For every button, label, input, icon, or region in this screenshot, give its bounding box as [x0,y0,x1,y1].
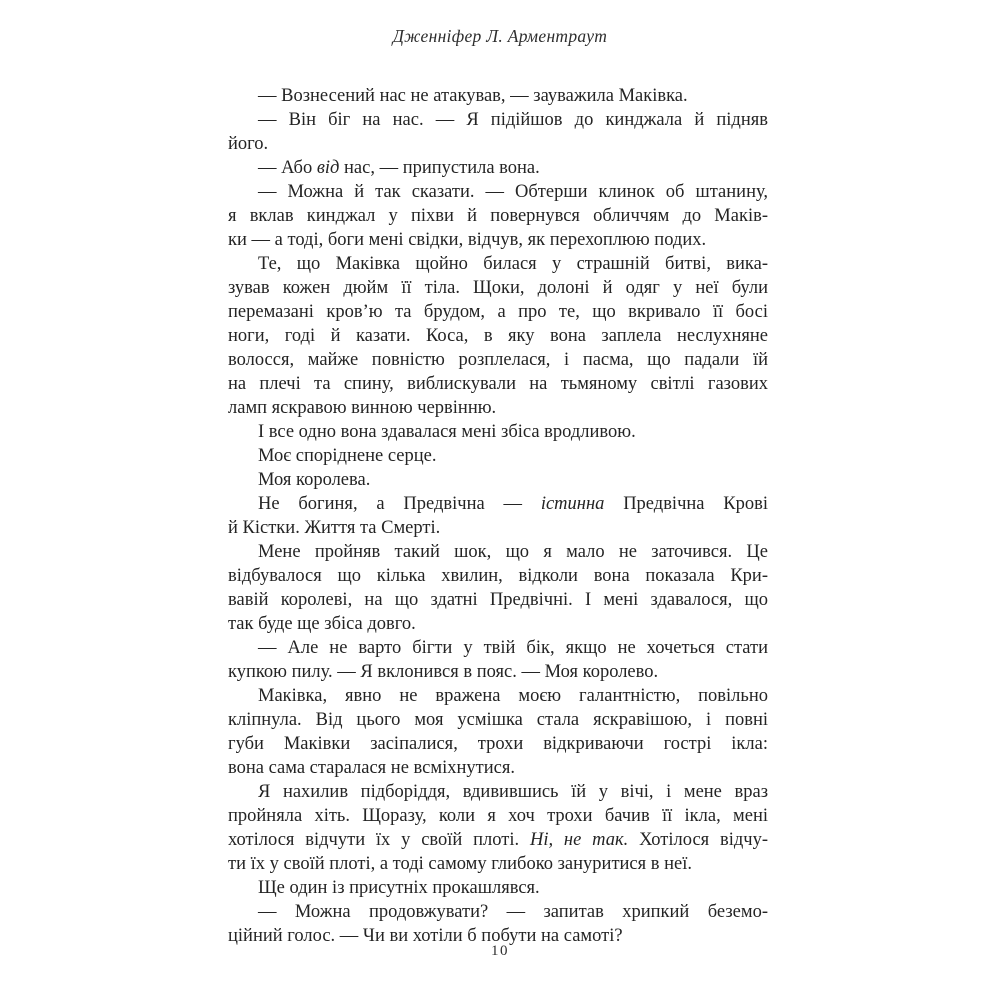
text-line: Я нахилив підборіддя, вдивившись їй у вічі, і мене враз [258,782,768,802]
text-line: пройняла хіть. Щоразу, коли я хоч трохи бачив її ікла, мені [228,806,768,826]
paragraph [228,540,768,636]
running-header: Дженніфер Л. Арментраут [392,26,608,46]
text-line: — Але не варто бігти у твій бік, якщо не хочеться стати [258,638,768,658]
text-line: вавій королеві, на що здатні Предвічні. І мені здавалося, що [228,590,768,610]
text-line: Маківка, явно не вражена моєю галантністю, повільно [258,686,768,706]
paragraph [228,900,768,948]
paragraph [228,876,768,900]
page-number: 10 [491,943,509,959]
text-line: Моя королева. [258,470,371,490]
text-line: відбувалося що кілька хвилин, відколи вона показала Кри- [228,566,768,586]
paragraph [228,444,768,468]
text-line: ційний голос. — Чи ви хотіли б побути на самоті? [228,926,623,946]
text-line: ти їх у своїй плоті, а тоді самому глибоко зануритися в неї. [228,854,693,874]
paragraph [228,636,768,684]
paragraph [228,156,768,180]
paragraph [228,252,768,420]
text-line: його. [228,134,269,154]
paragraph [228,492,768,540]
text-line: хотілося відчути їх у своїй плоті. Ні, не так. Хотілося відчу- [228,830,768,850]
text-line: зував кожен дюйм її тіла. Щоки, долоні й одяг у неї були [228,278,768,298]
text-line: волосся, майже повністю розплелася, і пасма, що падали їй [228,350,768,370]
paragraph [228,780,768,876]
text-line: ламп яскравою винною червінню. [228,398,497,418]
paragraph [228,468,768,492]
text-line: Те, що Маківка щойно билася у страшній битві, вика- [258,254,768,274]
text-line: купкою пилу. — Я вклонився в пояс. — Моя королево. [228,662,659,682]
text-line: ки — а тоді, боги мені свідки, відчув, як перехоплюю подих. [228,230,707,250]
paragraph [228,180,768,252]
text-line: Мене пройняв такий шок, що я мало не заточився. Це [258,542,768,562]
text-line: — Можна й так сказати. — Обтерши клинок об штанину, [258,182,768,202]
text-line: ноги, годі й казати. Коса, в яку вона заплела неслухняне [228,326,768,346]
text-line: й Кістки. Життя та Смерті. [228,518,441,538]
text-line: вона сама старалася не всміхнутися. [228,758,515,778]
text-line: Не богиня, а Предвічна — істинна Предвічна Крові [258,494,769,514]
text-line: так буде ще збіса довго. [228,614,416,634]
text-line: І все одно вона здавалася мені збіса вродливою. [258,422,636,442]
text-line: — Він біг на нас. — Я підійшов до кинджала й підняв [258,110,768,130]
body-text [228,84,768,948]
paragraph [228,684,768,780]
text-line: — Можна продовжувати? — запитав хрипкий беземо- [258,902,768,922]
paragraph [228,420,768,444]
text-line: на плечі та спину, виблискували на тьмяному світлі газових [228,374,768,394]
text-line: — Вознесений нас не атакував, — зауважила Маківка. [258,86,688,106]
paragraph [228,84,768,108]
text-line: — Або від нас, — припустила вона. [258,158,540,178]
text-line: Ще один із присутніх прокашлявся. [258,878,540,898]
text-line: Моє споріднене серце. [258,446,437,466]
text-line: кліпнула. Від цього моя усмішка стала яскравішою, і повні [228,710,768,730]
paragraph [228,108,768,156]
text-line: я вклав кинджал у піхви й повернувся обличчям до Маків- [228,206,768,226]
text-line: перемазані кров’ю та брудом, а про те, що вкривало її босі [228,302,768,322]
text-line: губи Маківки засіпалися, трохи відкриваючи гострі ікла: [228,734,768,754]
